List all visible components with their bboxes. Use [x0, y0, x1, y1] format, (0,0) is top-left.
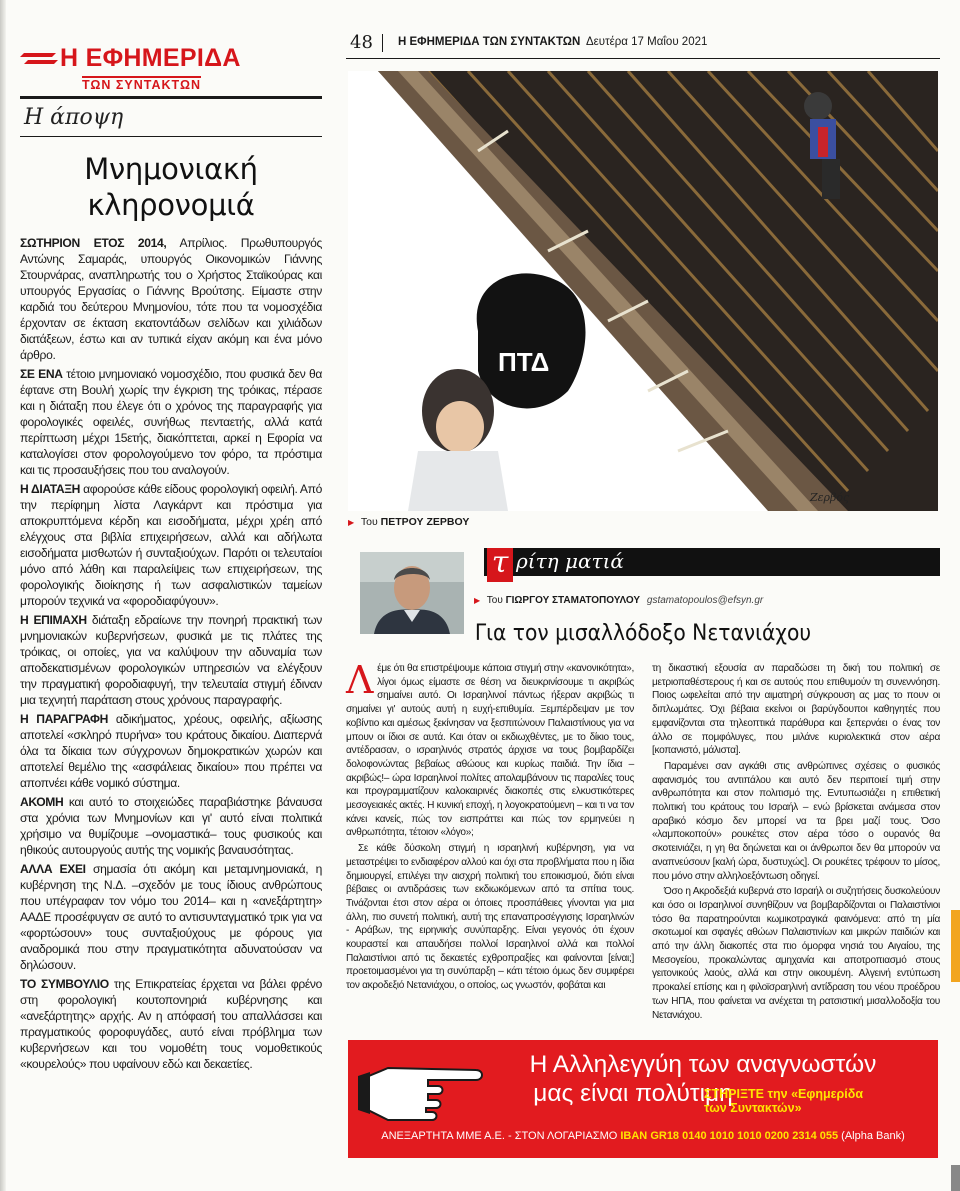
- ad-bank-details: [348, 1130, 938, 1142]
- editorial-title: [20, 151, 322, 223]
- logo-speed-lines-icon: [20, 50, 60, 70]
- paragraph-lead: ΑΚΟΜΗ: [20, 795, 64, 809]
- logo-sub-text: ΤΩΝ ΣΥΝΤΑΚΤΩΝ: [82, 78, 202, 92]
- cartoon-caption: [348, 516, 469, 528]
- column-title: Για τον μισαλλόδοξο Νετανιάχου: [474, 620, 812, 646]
- editorial-paragraph: [20, 366, 322, 478]
- column-paragraph: [652, 885, 940, 1022]
- column-paragraph-text: Σε κάθε δύσκολη στιγμή η ισραηλινή κυβέρνηση, για να μεταστρέψει το ενδιαφέρον αλλού και όχι στα προβλήματα που η ίδια δημιουργεί, επιλέγει την αισχρή πολιτική του εποικισμού, διότι είναι βέβαιες οι αντιδράσεις των εκδιωκόμενων από τα σπίτια τους. Τινάζονται έτσι στον αέρα οι όποιες προσπάθειες γίνονται για μια άλλη, πιο συνετή πολιτική, αυτή της επαναπροσέγγισης Ισραηλινών - Αράβων, της ειρηνικής συνύπαρξης. Είναι γεγονός ότι έχουν κουραστεί και απαυδήσει πολλοί Ισραηλινοί αλλά και πολλοί Παλαιστίνιοι από τις δεκαετές εχθροπραξίες και φαίνονται [είναι;] προετοιμασμένοι για τη συνύπαρξη – κάτι τέτοιο όμως δεν συμφέρει τον ακροδεξιό Νετανιάχου, ο οποίος, ως γνωστόν, φοβάται και: [346, 843, 634, 992]
- ad-bank-text: ΑΝΕΞΑΡΤΗΤΑ ΜΜΕ Α.Ε. - ΣΤΟΝ ΛΟΓΑΡΙΑΣΜΟ: [381, 1130, 618, 1142]
- column-body-left: [346, 658, 634, 995]
- logo-main-text: Η ΕΦΗΜΕΡΙΔΑ: [60, 44, 241, 72]
- caption-author: ΠΕΤΡΟΥ ΖΕΡΒΟΥ: [380, 516, 470, 528]
- paragraph-lead: ΑΛΛΑ ΕΧΕΙ: [20, 862, 86, 876]
- ad-iban-label: IBAN: [620, 1130, 648, 1142]
- editorial-paragraph: [20, 612, 322, 708]
- cartoon-signature: Ζερβός: [810, 491, 850, 504]
- editorial-paragraph: [20, 481, 322, 609]
- caption-prefix: Του: [360, 516, 378, 528]
- editorial-paragraph: [20, 711, 322, 791]
- drop-cap: Λ: [346, 658, 374, 702]
- page-side-tab: [951, 910, 960, 982]
- bag-label: ΠΤΔ: [498, 347, 550, 377]
- paragraph-lead: ΣΕ ΕΝΑ: [20, 367, 63, 381]
- ad-headline-line2: μας είναι πολύτιμη: [533, 1080, 733, 1107]
- ad-iban-number: GR18 0140 1010 1010 0200 2314 055: [650, 1130, 839, 1142]
- byline-arrow-icon: ▶: [474, 596, 481, 605]
- ad-cta-line2: των Συντακτών»: [704, 1101, 802, 1115]
- column-paragraph: [346, 658, 634, 840]
- cartoon: [348, 71, 938, 511]
- editorial-paragraph: [20, 861, 322, 973]
- paragraph-lead: Η ΔΙΑΤΑΞΗ: [20, 482, 81, 496]
- column-paragraph-text: τη δικαστική εξουσία αν παραδώσει τη δική του πολιτική σε μετριοπαθέστερους ή και σε αυτούς που επιθυμούν τη συνεννόηση. Ποιος ωφελείται από την αιματηρή σύγκρουση ας μας το πουν οι διπλωμάτες. Όχι βέβαια εκείνοι οι βαρύγδουποι καθηγητές που εμφανίζονται στα τηλεοπτικά παράθυρα και ξεπερνάει ο ένας τον άλλο σε πομφόλυγες, που μιλάνε κυριολεκτικά στον αέρα [κοπανιστό, μάλιστα].: [652, 663, 940, 757]
- editorial-title-line1: Μνημονιακή: [84, 152, 258, 186]
- byline-author: ΓΙΩΡΓΟΥ ΣΤΑΜΑΤΟΠΟΥΛΟΥ: [505, 595, 641, 606]
- ad-cta-line1: ΣΤΗΡΙΞΤΕ την «Εφημερίδα: [704, 1087, 864, 1101]
- solidarity-ad: [348, 1040, 938, 1158]
- paragraph-lead: Η ΕΠΙΜΑΧΗ: [20, 613, 87, 627]
- column-paragraph: [652, 662, 940, 758]
- section-label: Η άποψη: [20, 96, 322, 137]
- byline-prefix: Του: [486, 595, 503, 606]
- editorial-paragraph: [20, 235, 322, 363]
- ad-bank-name: (Alpha Bank): [841, 1130, 905, 1142]
- paragraph-text: αφορούσε κάθε είδους φορολογική οφειλή. Από την περίφημη λίστα Λαγκάρντ και πρόστιμα για αποκρυπτόμενα κέρδη και εισοδήματα, μέχρι χρέη από ελέγχους στα βιβλία επιχειρήσεων, αλλά και αδήλωτα εισοδήματα μισθωτών ή συνταξιούχων. Παρότι οι τελευταίοι μόνο από λάθη και παραλείψεις των επιχειρήσεων, της φορολογικής διοίκησης ή των ασφαλιστικών ταμείων μπορούν τεχνικά να «φοροδιαφύγουν».: [20, 482, 322, 608]
- paragraph-lead: Η ΠΑΡΑΓΡΑΦΗ: [20, 712, 109, 726]
- byline-email: gstamatopoulos@efsyn.gr: [646, 595, 764, 606]
- page-header: [346, 32, 940, 59]
- column-paragraph-text: Παραμένει σαν αγκάθι στις ανθρώπινες σχέσεις ο φυσικός αφανισμός του αντιπάλου και αυτό δεν περιποιεί τιμή στην ανθρωπότητα και στον πολιτισμό της. Εντυπωσιάζει η επιθετική πολιτική του κράτους του Ισραήλ – ενώ βρίσκεται ανάμεσα στον αραβικό κόσμο δεν μπορεί να τα βρει μαζί τους. Όσο «λαμποκοπούν» ρουκέτες στον αέρα τόσο ο ουρανός θα σκοτεινιάζει, η γη θα δηώνεται και οι άνθρωποι δεν θα μπορούν να αναπνεύσουν [καλή ώρα, δυστυχώς]. Οι ρουκέτες τρέφουν το μίσος, που μόνο στην αλληλοεξόντωση οδηγεί.: [652, 760, 940, 882]
- editorial-title-line2: κληρονομιά: [87, 188, 255, 222]
- column-paragraph: [346, 842, 634, 993]
- paragraph-text: τέτοιο μνημονιακό νομοσχέδιο, που φυσικά δεν θα έφτανε στη Βουλή χωρίς την έγκριση της τρόικας, πέρασε και η διάταξη που έλεγε ότι ο χρόνος της παραγραφής για φορολογικές οφειλές, συνήθως πενταετής, αλλά κατά περίπτωση μέχρι 15ετής, διακόπτεται, αρκεί η Εφορία να καταλογίσει στον φορολογούμενο τον φόρο, τα πρόστιμα και τις προσαυξήσεις που του αναλογούν.: [20, 367, 322, 477]
- paragraph-text: αδικήματος, χρέους, οφειλής, αξίωσης αποτελεί «σκληρό πυρήνα» του κράτους δικαίου. Διαπερνά όλα τα δίκαια των σύγχρονων δημοκρατικών χωρών και αποτελεί θεμέλιο της «ασφάλειας δικαίου» που πρέπει να αποπνέει κάθε νομικό σύστημα.: [20, 712, 323, 790]
- header-paper-name: Η ΕΦΗΜΕΡΙΔΑ ΤΩΝ ΣΥΝΤΑΚΤΩΝ: [398, 36, 581, 48]
- column-byline: [474, 595, 763, 606]
- editorial-paragraph: [20, 976, 322, 1072]
- paragraph-lead: ΤΟ ΣΥΜΒΟΥΛΙΟ: [20, 977, 109, 991]
- header-divider: [382, 34, 383, 52]
- pointing-hand-icon: [358, 1048, 488, 1126]
- paragraph-text: σημασία ότι ακόμη και μεταμνημονιακά, η κυβέρνηση της Ν.Δ. –σχεδόν με τους ίδιους ανθρώπους που υπέγραφαν τον νόμο του 2014– και η «ανεξάρτητη» ΑΑΔΕ προσέφυγαν σε αυτό το αντισυνταγματικό τρικ για να «φορτώσουν» τους συνταξιούχους με φόρους για αναδρομικά που στην πραγματικότητα αδυνατούσαν να δηλώσουν.: [20, 862, 322, 972]
- newspaper-logo: [20, 36, 322, 92]
- column-body-right: [652, 662, 940, 1024]
- paragraph-lead: ΣΩΤΗΡΙΟΝ ΕΤΟΣ 2014,: [20, 236, 167, 250]
- column-paragraph: [652, 760, 940, 883]
- column-body: [346, 658, 940, 1026]
- page-side-marker: [951, 1165, 960, 1191]
- editorial-paragraph: [20, 794, 322, 858]
- editorial-column: [20, 36, 322, 1186]
- column-paragraph-text: έμε ότι θα επιστρέψουμε κάποια στιγμή στην «κανονικότητα», λίγοι όμως είμαστε σε θέση να διευκρινίσουμε τι ακριβώς σημαίνει αυτό. Οι Ισραηλινοί πάντως ήξεραν ακριβώς τι σημαίνει γι' αυτούς αυτή η ευχή-επιθυμία. Ξεμπέρδεψαν με τον κοβίντιο και αμέσως ξεκίνησαν να ξεσπιτώνουν Παλαιστίνιους για να μπουν οι ίδιοι σε αυτά. Και όταν οι εκδιωχθέντες, με το δίκιο τους, αντέδρασαν, ο ισραηλινός στρατός άρχισε να τους βομβαρδίζει δολοφονώντας βεβαίως αθώους και κυρίως παιδιά. Την ίδια –ακριβώς!– ώρα Ισραηλινοί πολίτες απολαμβάνουν τις παραλίες τους και προγραμματίζουν καλοκαιρινές διακοπές στις ελκυστικότερες μεσογειακές ακτές. Η κυνική εποχή, η λογοκρατούμενη – και τι να τον κάνει κανείς, πώς τον εισπράττει και πώς τον ερμηνεύει η ανθρωπότητα, τέτοιον «λόγο»;: [346, 663, 634, 839]
- header-date: Δευτέρα 17 Μαΐου 2021: [586, 36, 708, 48]
- ad-call-to-action: [704, 1087, 863, 1115]
- column-section-name: ρίτη ματιά: [516, 549, 624, 573]
- paragraph-text: Απρίλιος. Πρωθυπουργός Αντώνης Σαμαράς, υπουργός Οικονομικών Γιάννης Στουρνάρας, αναπληρωτής του ο Χρήστος Σταϊκούρας και υπουργός Εργασίας ο Γιάννης Βρούτσης. Είμαστε στην καρδιά του δεύτερου Μνημονίου, τότε που τα νομοσχέδια έρχονταν σε έκταση εκατοντάδων σελίδων και χιλιάδων διατάξεων, έστω και αν τυπικά είχαν ακόμη και ένα μόνο άρθρο.: [20, 236, 322, 362]
- cartoon-illustration: [348, 71, 938, 511]
- caption-arrow-icon: ▶: [348, 518, 355, 527]
- column-paragraph-text: Όσο η Ακροδεξιά κυβερνά στο Ισραήλ οι συζητήσεις δυσκολεύουν και όσο οι Ισραηλινοί συνηθίζουν να βομβαρδίζονται οι Παλαιστίνιοι τόσο θα παρατηρούνται κωμικοτραγικά φαινόμενα: από τη μία σκοτωμοί και σφαγές αθώων Παλαιστινίων και μικρών παιδιών και από την άλλη διακοπές στα πιο όμορφα νησιά του Αιγαίου, της Μεσογείου, προκαλώντας αμηχανία και αποτροπιασμό στους γειτονικούς λαούς, αλλά και στην οικουμένη. Αλγεινή εντύπωση προκαλεί επίσης και η φιλοϊσραηλινή αντίδραση του νέου προέδρου των ΗΠΑ, που φαίνεται να ανέχεται τη ρατσιστική μισαλλοδοξία του Νετανιάχου.: [652, 886, 940, 1021]
- ad-headline-line1: Η Αλληλεγγύη των αναγνωστών: [529, 1051, 877, 1078]
- editorial-body: [20, 235, 322, 1072]
- paragraph-text: διάταξη εδραίωνε την πονηρή πρακτική των μνημονιακών κυβερνήσεων, φυσικά με τις πλάτες της τρόικας, οι οποίες, για να καλύψουν την αδυναμία των αποδεκατισμένων φορολογικών υπηρεσιών να ελέγξουν την πραγματική φοροδιαφυγή, την τελευταία στιγμή έδιναν μια τεχνητή παράταση στους χρόνους παραγραφής.: [20, 613, 322, 707]
- paragraph-text: και αυτό το στοιχειώδες παραβιάστηκε βάναυσα στα χρόνια των Μνημονίων και γι' αυτό είναι πολιτικά χρήσιμο να θυμίζουμε –ονομαστικά– τους φυσικούς και ηθικούς αυτουργούς αυτής της νομικής βαναυσότητας.: [20, 795, 322, 857]
- paragraph-text: της Επικρατείας έρχεται να βάλει φρένο στη φορολογική κουτοπονηριά κυβέρνησης και «ανεξάρτητης» αρχής. Αν η απόφασή του απαλλάσσει και πραγματικούς φοροφυγάδες, αυτό είναι πρόβλημα των κυβερνήσεων και του νομοθέτη τους νομοθετικούς «κουρελούς» που υφαίνουν εδώ και δεκαετίες.: [20, 977, 322, 1071]
- column-section-initial: τ: [487, 548, 513, 582]
- page-number: 48: [350, 32, 373, 53]
